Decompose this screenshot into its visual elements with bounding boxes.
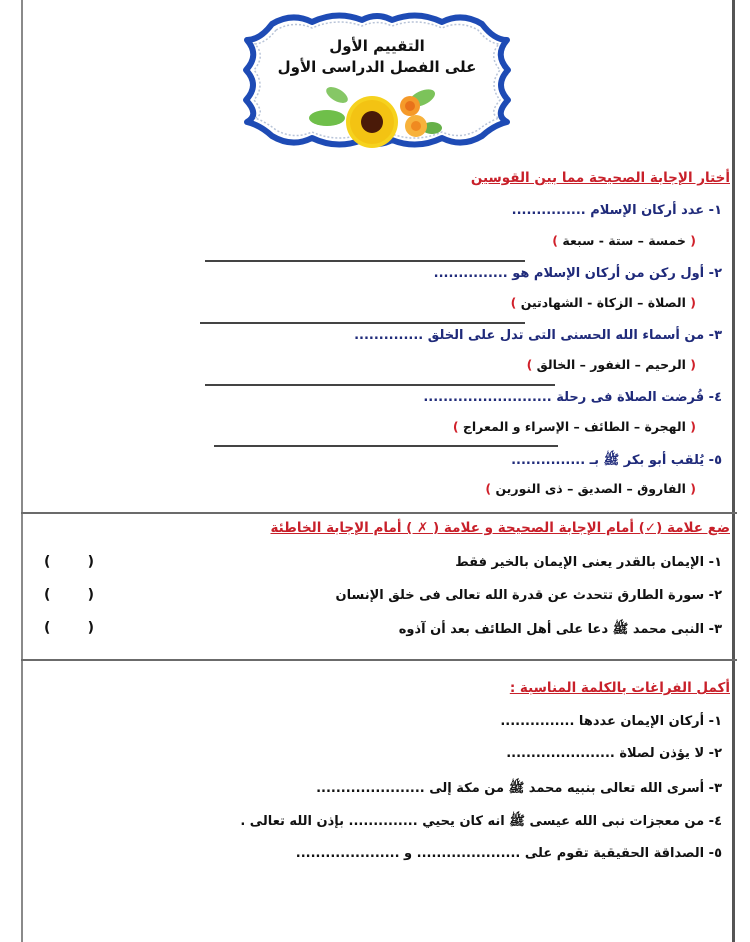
options-text: خمسة – ستة - سبعة bbox=[562, 233, 686, 248]
answer-paren-close: ) bbox=[87, 620, 94, 636]
paren-close: ) bbox=[452, 419, 459, 434]
options-text: الفاروق – الصديق – ذى النورين bbox=[495, 481, 686, 496]
answer-paren-open: ( bbox=[44, 620, 51, 636]
page-title bbox=[232, 36, 522, 78]
answer-paren-close: ) bbox=[87, 554, 94, 570]
fill-heading: أكمل الفراغات بالكلمة المناسبة : bbox=[509, 680, 730, 696]
answer-paren-close: ) bbox=[87, 587, 94, 603]
section-divider bbox=[21, 512, 737, 514]
question-separator bbox=[205, 260, 525, 262]
paren-open: ( bbox=[690, 357, 696, 372]
mcq-heading: أختار الإجابة الصحيحة مما بين القوسين bbox=[470, 170, 730, 186]
mcq-question-2: ٢- أول ركن من أركان الإسلام هو ............... bbox=[433, 266, 722, 281]
paren-close: ) bbox=[510, 295, 517, 310]
tf-answer-box-1[interactable] bbox=[44, 554, 94, 570]
mcq-options-5 bbox=[485, 481, 696, 496]
scalloped-frame-icon bbox=[232, 10, 522, 150]
mcq-question-3: ٣- من أسماء الله الحسنى التى تدل على الخلق .............. bbox=[354, 328, 722, 343]
fill-item-4: ٤- من معجزات نبى الله عيسى ﷺ انه كان يحيي .............. بإذن الله تعالى . bbox=[240, 814, 722, 829]
paren-close: ) bbox=[526, 357, 533, 372]
fill-item-1: ١- أركان الإيمان عددها ............... bbox=[500, 714, 722, 729]
options-text: الرحيم – الغفور – الخالق bbox=[536, 357, 686, 372]
mcq-question-4: ٤- فُرضت الصلاة فى رحلة .......................... bbox=[423, 390, 722, 405]
mcq-options-3 bbox=[527, 357, 696, 372]
tf-answer-box-2[interactable] bbox=[44, 587, 94, 603]
paren-close: ) bbox=[485, 481, 492, 496]
options-text: الصلاة – الزكاة - الشهادتين bbox=[520, 295, 686, 310]
title-badge bbox=[232, 10, 522, 150]
section-divider bbox=[21, 659, 737, 661]
tf-answer-box-3[interactable] bbox=[44, 620, 94, 636]
paren-open: ( bbox=[690, 233, 696, 248]
mcq-options-1 bbox=[552, 233, 696, 248]
question-separator bbox=[214, 445, 558, 447]
options-text: الهجرة – الطائف – الإسراء و المعراج bbox=[462, 419, 686, 434]
mcq-options-4 bbox=[453, 419, 696, 434]
tf-statement-2: ٢- سورة الطارق تتحدث عن قدرة الله تعالى فى خلق الإنسان bbox=[335, 588, 722, 603]
answer-paren-open: ( bbox=[44, 554, 51, 570]
fill-item-3: ٣- أسرى الله تعالى بنبيه محمد ﷺ من مكة إلى ...................... bbox=[316, 781, 722, 796]
fill-item-2: ٢- لا يؤذن لصلاة ...................... bbox=[506, 746, 722, 761]
mcq-options-2 bbox=[511, 295, 696, 310]
paren-close: ) bbox=[552, 233, 559, 248]
fill-item-5: ٥- الصداقة الحقيقية تقوم على ..................... و ..................... bbox=[295, 846, 722, 861]
tf-statement-1: ١- الإيمان بالقدر يعنى الإيمان بالخير فقط bbox=[455, 555, 722, 570]
tf-statement-3: ٣- النبى محمد ﷺ دعا على أهل الطائف بعد أن آذوه bbox=[398, 622, 722, 637]
answer-paren-open: ( bbox=[44, 587, 51, 603]
question-separator bbox=[200, 322, 525, 324]
mcq-question-1: ١- عدد أركان الإسلام ............... bbox=[511, 203, 722, 218]
title-line-1: التقييم الأول bbox=[329, 37, 425, 55]
paren-open: ( bbox=[690, 419, 696, 434]
mcq-question-5: ٥- يُلقب أبو بكر ﷺ بـ ............... bbox=[511, 453, 722, 468]
question-separator bbox=[205, 384, 555, 386]
title-line-2: على الفصل الدراسى الأول bbox=[277, 58, 477, 76]
tf-heading: ضع علامة (✓) أمام الإجابة الصحيحة و علامة ( ✗ ) أمام الإجابة الخاطئة bbox=[270, 520, 730, 536]
paren-open: ( bbox=[690, 481, 696, 496]
paren-open: ( bbox=[690, 295, 696, 310]
